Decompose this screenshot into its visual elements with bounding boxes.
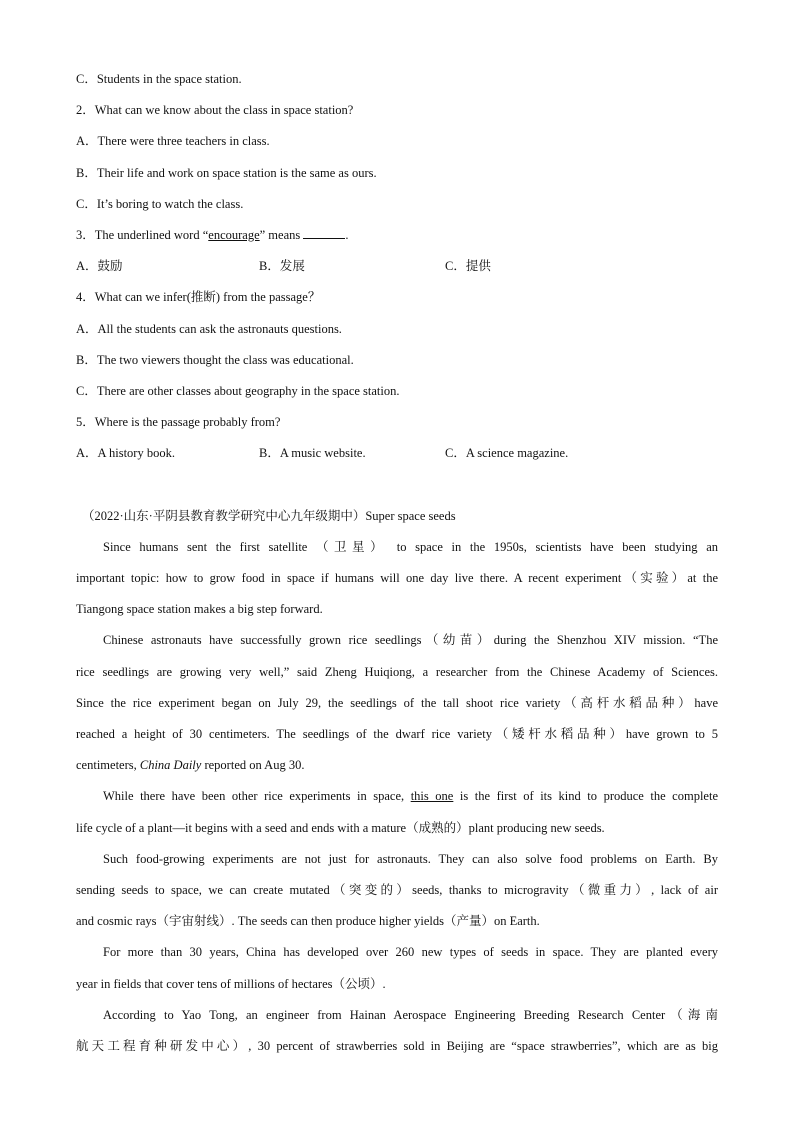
q4-option-c: C．There are other classes about geography in the space station. xyxy=(76,384,400,399)
passage-paragraph-3-line-2: life cycle of a plant—it begins with a seed and ends with a mature（成熟的）plant producing new seeds. xyxy=(76,820,605,835)
q3-option-a: A．鼓励 xyxy=(76,259,123,274)
q5-option-a: A．A history book. xyxy=(76,446,175,461)
passage-paragraph-2-line-5 xyxy=(76,750,718,781)
q4-option-a: A．All the students can ask the astronauts questions. xyxy=(76,321,342,336)
passage-paragraph-6-line-1: According to Yao Tong, an engineer from Hainan Aerospace Engineering Breeding Research Center（海南 xyxy=(103,1007,718,1022)
q5-option-c: C．A science magazine. xyxy=(445,446,569,461)
q3-answer-blank xyxy=(303,227,345,239)
passage-paragraph-2-line-1: Chinese astronauts have successfully grown rice seedlings（幼苗）during the Shenzhou XIV mission. “The xyxy=(103,633,718,648)
p3-pre: While there have been other rice experiments in space, xyxy=(103,789,411,804)
p3-underlined-phrase: this one xyxy=(410,789,454,804)
q2-option-b: B．Their life and work on space station is the same as ours. xyxy=(76,165,377,180)
p3-post: is the first of its kind to produce the complete xyxy=(453,789,718,804)
q3-stem xyxy=(76,220,718,251)
newspaper-name: China Daily xyxy=(139,758,202,773)
q2-option-c: C．It’s boring to watch the class. xyxy=(76,196,244,211)
section-gap xyxy=(76,470,718,501)
p2-last-pre: centimeters, xyxy=(76,758,140,773)
passage-paragraph-4-line-1: Such food-growing experiments are not just for astronauts. They can also solve food problems on Earth. By xyxy=(103,851,718,866)
q3-option-c: C．提供 xyxy=(445,259,491,274)
q3-stem-end: . xyxy=(345,228,349,243)
passage-paragraph-5-line-1: For more than 30 years, China has developed over 260 new types of seeds in space. They are planted every xyxy=(103,945,718,960)
q3-stem-pre: 3．The underlined word “ xyxy=(76,228,209,243)
q2-option-a: A．There were three teachers in class. xyxy=(76,134,270,149)
passage-paragraph-4-line-2: sending seeds to space, we can create mutated（突变的）seeds, thanks to microgravity（微重力）, lack of air xyxy=(76,883,718,898)
q3-stem-post: ” means xyxy=(259,228,304,243)
q3-option-b: B．发展 xyxy=(259,259,305,274)
q5-option-b: B．A music website. xyxy=(259,446,366,461)
passage-paragraph-2-line-4: reached a height of 30 centimeters. The seedlings of the dwarf rice variety（矮杆水稻品种）have grown to 5 xyxy=(76,727,718,742)
q5-stem: 5．Where is the passage probably from? xyxy=(76,415,281,430)
q4-option-b: B．The two viewers thought the class was educational. xyxy=(76,352,354,367)
passage-paragraph-2-line-2: rice seedlings are growing very well,” said Zheng Huiqiong, a researcher from the Chinese Academy of Sciences. xyxy=(76,664,718,679)
passage-paragraph-1-line-3: Tiangong space station makes a big step forward. xyxy=(76,602,323,617)
q1-option-c: C．Students in the space station. xyxy=(76,72,242,86)
passage-paragraph-1-line-1: Since humans sent the first satellite （卫星） to space in the 1950s, scientists have been studying an xyxy=(103,539,718,554)
q4-stem: 4．What can we infer(推断) from the passage？ xyxy=(76,290,321,305)
passage-paragraph-4-line-3: and cosmic rays（宇宙射线）. The seeds can then produce higher yields（产量）on Earth. xyxy=(76,914,540,929)
q3-options xyxy=(76,251,718,282)
q5-options xyxy=(76,438,718,469)
passage-paragraph-6-line-2: 航天工程育种研发中心）, 30 percent of strawberries sold in Beijing are “space strawberries”, which are as big xyxy=(76,1039,718,1054)
passage-paragraph-1-line-2: important topic: how to grow food in space if humans will one day live there. A recent experiment（实验）at the xyxy=(76,571,718,586)
passage-source-title: （2022·山东·平阴县教育教学研究中心九年级期中）Super space seeds xyxy=(82,508,456,523)
passage-paragraph-3-line-1 xyxy=(76,781,718,812)
document-page xyxy=(76,64,718,1062)
q2-stem: 2．What can we know about the class in space station? xyxy=(76,103,354,118)
q3-underlined-word: encourage xyxy=(208,228,260,243)
passage-paragraph-2-line-3: Since the rice experiment began on July 29, the seedlings of the tall shoot rice variety（高杆水稻品种）have xyxy=(76,695,718,710)
p2-last-post: reported on Aug 30. xyxy=(201,758,305,773)
passage-paragraph-5-line-2: year in fields that cover tens of millions of hectares（公顷）. xyxy=(76,976,386,991)
